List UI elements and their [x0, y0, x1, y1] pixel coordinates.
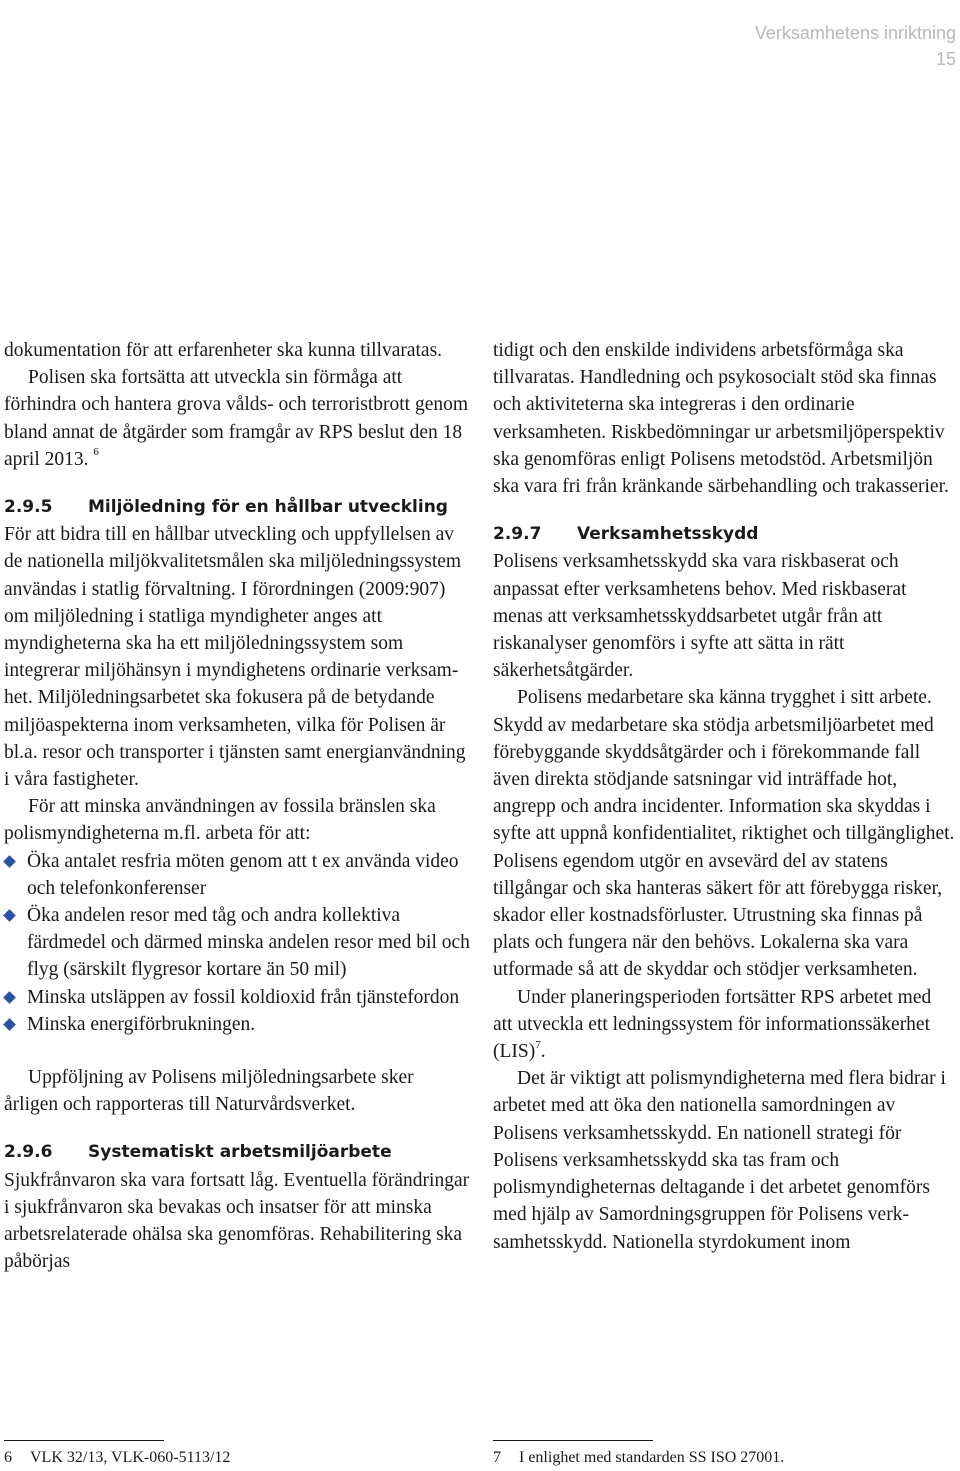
section-heading: [4, 494, 472, 521]
footnote-number: 7: [493, 1449, 501, 1466]
paragraph: Polisens verksamhetsskydd ska vara riskbaserat och anpassat efter verksamhetens behov. Med riskbaserat menas att verksamhetsskyddsarbetet utgår från att riskanalyser genomförs i syfte att sätta in rätt säkerhetsåtgärder.: [493, 551, 907, 682]
list-item-text: Öka andelen resor med tåg och andra kollektiva färdmedel och därmed minska andelen resor med bil och flyg (särskilt flygresor kortare än 50 mil): [27, 905, 470, 981]
section-heading: [4, 1139, 472, 1166]
list-item: [4, 902, 472, 984]
footnote: [4, 1447, 230, 1469]
section-title: Verksamhetsskydd: [577, 524, 759, 545]
footnote-ref: 6: [93, 446, 99, 459]
running-header: [755, 20, 956, 72]
paragraph: För att minska användningen av fossila bränslen ska polismyndigheterna m.fl. arbeta för att:: [4, 796, 436, 845]
paragraph: dokumentation för att erfarenheter ska kunna tillvaratas.: [4, 340, 443, 361]
diamond-bullet-icon: [3, 1018, 16, 1031]
list-item-text: Öka antalet resfria möten genom att t ex använda video och telefonkonferenser: [27, 850, 459, 899]
paragraph: Polisens medarbetare ska känna trygghet i sitt arbete. Skydd av medarbetare ska stödja arbetsmiljöarbetet med förebyggande skyddsåtgärder och i förekommande fall även direkta stödjande satsningar vid inträffade hot, angrepp och andra incidenter. Information ska skyddas i syfte att uppnå konfidentialitet, riktighet och tillgänglighet. Polisens egendom utgör en avsevärd del av statens tillgångar och ska hanteras säkert för att förebygga risker, skador eller kostnadsförluster. Utrustning ska finnas på plats och fungera när den behövs. Lokalerna ska vara utformade så att de skyddar och stödjer verksamheten.: [493, 687, 955, 981]
diamond-bullet-icon: [3, 855, 16, 868]
bullet-list: [4, 848, 472, 1038]
paragraph: [493, 984, 955, 1066]
list-item: [4, 1011, 472, 1038]
footnote-divider: [493, 1440, 653, 1441]
section-heading: [493, 521, 955, 548]
footnote-text: I enlighet med standarden SS ISO 27001.: [519, 1449, 785, 1466]
section-number: 2.9.5: [4, 497, 53, 518]
paragraph: [4, 364, 472, 473]
footnote-divider: [4, 1440, 164, 1441]
section-title: Verksamhetens inriktning: [754, 23, 956, 43]
footnote-number: 6: [4, 1449, 12, 1466]
footnote: [493, 1447, 784, 1469]
paragraph: Uppföljning av Polisens miljöledningsarbete sker årligen och rapporteras till Naturvårdsverket.: [4, 1067, 414, 1116]
list-item-text: Minska utsläppen av fossil koldioxid från tjänstefordon: [27, 986, 460, 1008]
section-title: Miljöledning för en hållbar utveckling: [88, 497, 448, 518]
section-title: Systematiskt arbetsmiljöarbete: [88, 1142, 392, 1163]
left-column: [4, 337, 472, 1276]
paragraph-end: .: [540, 1041, 546, 1063]
paragraph-text: Polisen ska fortsätta att utveckla sin förmåga att förhindra och hantera grova vålds- och terroristbrott genom bland annat de åtgärder som framgår av RPS beslut den 18 april 2013.: [4, 367, 469, 470]
section-number: 2.9.6: [4, 1142, 53, 1163]
paragraph: Det är viktigt att polismyndigheterna med flera bidrar i arbetet med att öka den nationella samordningen av Polisens verksamhetsskydd. En nationell strategi för Polisens verksamhetsskydd ska tas fram och polismyndigheternas deltagande i det arbetet genomförs med hjälp av Samordningsgruppen för Polisens verksamhetsskydd. Nationella styrdokument inom: [493, 1068, 946, 1253]
paragraph-text: Under planeringsperioden fortsätter RPS arbetet med att utveckla ett ledningssystem för informationssäkerhet (LIS): [493, 986, 932, 1063]
footnote-text: VLK 32/13, VLK-060-5113/12: [30, 1449, 231, 1466]
diamond-bullet-icon: [3, 909, 16, 922]
list-item: [4, 984, 472, 1011]
list-item-text: Minska energiförbrukningen.: [27, 1013, 256, 1035]
diamond-bullet-icon: [3, 991, 16, 1004]
paragraph: tidigt och den enskilde individens arbetsförmåga ska tillvaratas. Handledning och psykosocialt stöd ska finnas och aktiviteterna ska integreras i den ordinarie verksamheten. Riskbedömningar ur arbetsmiljöperspektiv ska genomföras enligt Polisens metodstöd. Arbetsmiljön ska vara fri från kränkande särbehandling och trakasserier.: [493, 340, 949, 498]
section-number: 2.9.7: [493, 524, 542, 545]
paragraph: Sjukfrånvaron ska vara fortsatt låg. Eventuella förändringar i sjukfrånvaron ska bevakas och insatser för att minska arbetsrelaterade ohälsa ska genomföras. Rehabilitering ska påbörjas: [4, 1169, 470, 1273]
right-column: [493, 337, 955, 1256]
page-number: 15: [935, 49, 956, 69]
footnote-ref: 7: [535, 1038, 541, 1051]
list-item: [4, 848, 472, 902]
paragraph: För att bidra till en hållbar utveckling och uppfyllelsen av de nationella miljökvalitetsmålen ska miljöledningssystem användas i statlig förvaltning. I förordningen (2009:907) om miljöledning i statliga myndigheter anges att myndigheterna ska ha ett miljöledningssystem som integrerar miljöhänsyn i myndighetens ordinarie verksamhet. Miljöledningsarbetet ska fokusera på de betydande miljöaspekterna inom verksamheten, vilka för Polisen är bl.a. resor och transporter i tjänsten samt energianvändning i våra fastigheter.: [4, 524, 466, 791]
